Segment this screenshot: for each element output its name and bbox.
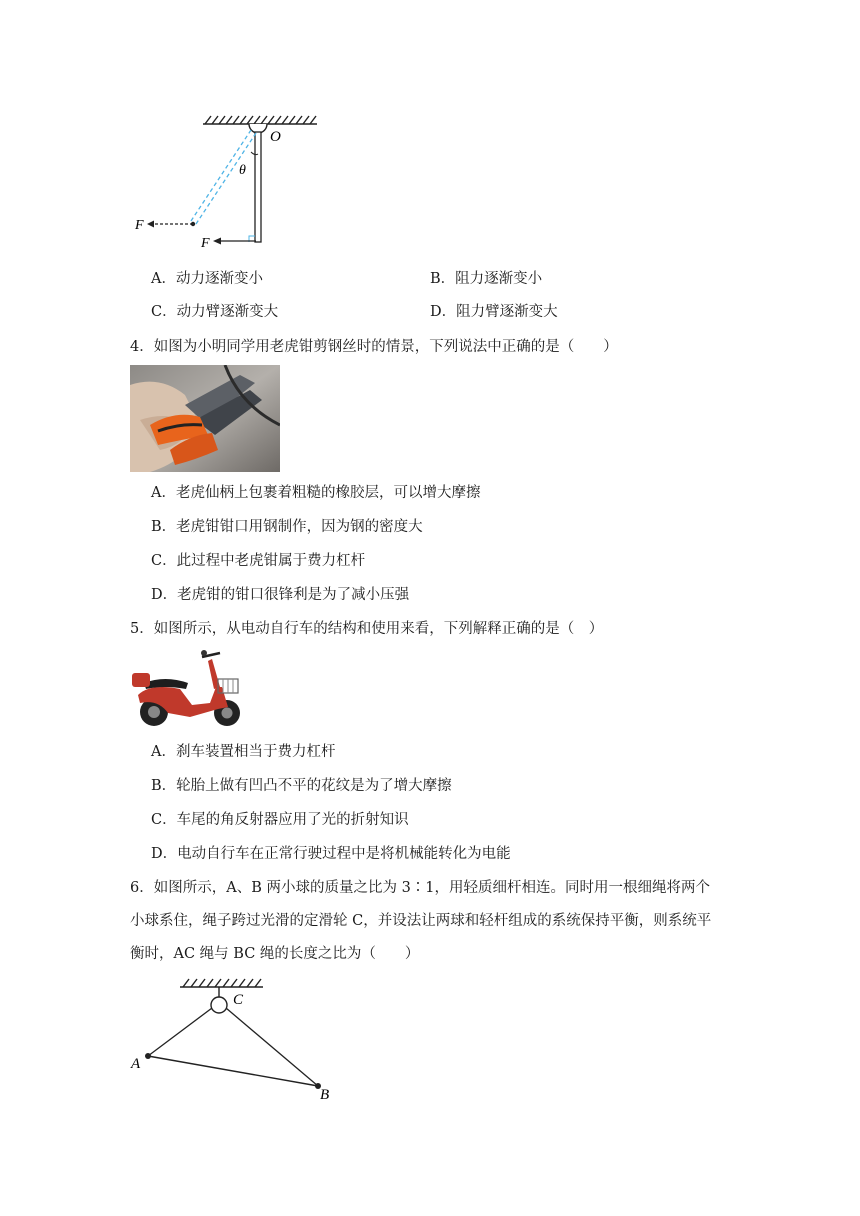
rope-ac (148, 1008, 212, 1056)
q5-option-a: A．刹车装置相当于费力杠杆 (151, 744, 336, 760)
q5-option-c: C．车尾的角反射器应用了光的折射知识 (151, 812, 409, 828)
lever-figure (125, 108, 325, 253)
lever-rod (255, 132, 261, 242)
q4-option-b: B．老虎钳钳口用钢制作，因为钢的密度大 (151, 519, 423, 535)
label-ball-a: A (131, 1056, 141, 1072)
q3-option-d: D．阻力臂逐渐变大 (430, 304, 558, 320)
ball-a (145, 1053, 151, 1059)
pulley-ceiling-hatch (180, 979, 263, 987)
q6-stem-line1: 6．如图所示，A、B 两小球的质量之比为 3∶1，用轻质细杆相连。同时用一根细绳将两个 (130, 880, 711, 896)
label-ball-b: B (320, 1087, 330, 1103)
q4-option-a: A．老虎仙柄上包裹着粗糙的橡胶层，可以增大摩擦 (151, 485, 481, 501)
label-pulley-c: C (233, 992, 244, 1008)
rope-bc (226, 1008, 318, 1086)
ceiling-hatch (203, 116, 317, 124)
q5-option-d: D．电动自行车在正常行驶过程中是将机械能转化为电能 (151, 846, 511, 862)
label-theta: θ (239, 163, 246, 178)
q5-stem: 5．如图所示，从电动自行车的结构和使用来看，下列解释正确的是（ ） (130, 621, 604, 637)
electric-scooter-photo-icon (130, 647, 246, 733)
q4-stem: 4．如图为小明同学用老虎钳剪钢丝时的情景，下列说法中正确的是（ ） (130, 339, 618, 355)
pulley-figure (125, 975, 345, 1105)
label-pivot-o: O (270, 129, 281, 145)
q6-stem-line3: 衡时，AC 绳与 BC 绳的长度之比为（ ） (130, 946, 420, 962)
pliers-photo-icon (130, 365, 280, 472)
rod-ab (148, 1056, 318, 1086)
q3-option-c: C．动力臂逐渐变大 (151, 304, 279, 320)
q4-option-d: D．老虎钳的钳口很锋利是为了减小压强 (151, 587, 410, 603)
label-force-dashed: F (135, 218, 144, 233)
q3-option-a: A．动力逐渐变小 (151, 271, 263, 287)
q3-option-b: B．阻力逐渐变小 (430, 271, 543, 287)
q6-stem-line2: 小球系住，绳子跨过光滑的定滑轮 C，并设法让两球和轻杆组成的系统保持平衡，则系统平 (130, 913, 712, 929)
pulley-wheel (211, 997, 227, 1013)
q4-option-c: C．此过程中老虎钳属于费力杠杆 (151, 553, 366, 569)
rotated-rod-dashed (191, 130, 256, 224)
label-force-solid: F (201, 236, 210, 251)
q5-option-b: B．轮胎上做有凹凸不平的花纹是为了增大摩擦 (151, 778, 452, 794)
